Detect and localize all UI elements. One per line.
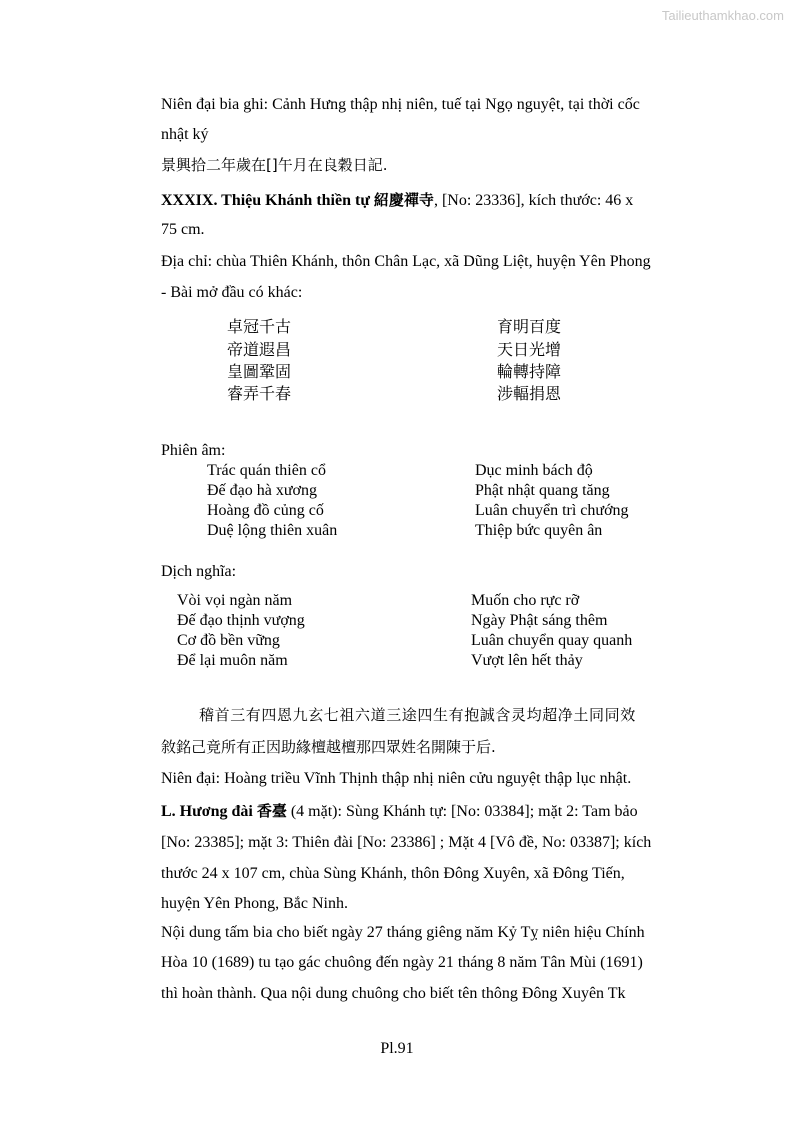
dich-nghia-right: Muốn cho rực rỡ <box>471 592 580 609</box>
han-poem-left: 睿弄千春 <box>227 384 292 403</box>
page-number: Pl.91 <box>380 1040 414 1057</box>
section-L-rest: (4 mặt): Sùng Khánh tự: [No: 03384]; mặt 2: Tam bảo <box>286 803 638 820</box>
phien-am-right: Phật nhật quang tăng <box>475 482 610 499</box>
section-L-line3: thước 24 x 107 cm, chùa Sùng Khánh, thôn Đông Xuyên, xã Đông Tiến, <box>161 865 625 882</box>
phien-am-right: Thiệp bức quyên ân <box>475 522 603 539</box>
section-L-heading-line <box>161 796 699 827</box>
phien-am-label: Phiên âm: <box>161 442 226 459</box>
section-L-heading: L. Hương đài <box>161 803 253 820</box>
han-poem-left: 卓冠千古 <box>227 317 292 336</box>
dich-nghia-right: Vượt lên hết thảy <box>471 652 583 669</box>
phien-am-left: Duệ lộng thiên xuân <box>207 522 338 539</box>
han-poem-left: 皇圖鞏固 <box>227 362 292 381</box>
section-39-heading-line <box>161 185 699 216</box>
han-poem-left: 帝道遐昌 <box>227 340 292 359</box>
nien-dai: Niên đại: Hoàng triều Vĩnh Thịnh thập nhị niên cửu nguyệt thập lục nhật. <box>161 770 632 787</box>
phien-am-left: Đế đạo hà xương <box>207 482 317 499</box>
para-han-line: 景興拾二年歲在[]午月在良穀日記. <box>161 156 388 174</box>
dich-nghia-left: Để lại muôn năm <box>177 652 288 669</box>
han-poem-right: 天日光增 <box>497 340 562 359</box>
section-39-rest: , [No: 23336], kích thước: 46 x <box>433 192 634 209</box>
section-39-size: 75 cm. <box>161 221 205 238</box>
para-nien-dai-line2: nhật ký <box>161 126 209 143</box>
han-poem-right: 涉輻捐恩 <box>497 384 562 403</box>
section-39-intro: - Bài mở đầu có khác: <box>161 284 303 301</box>
phien-am-left: Hoàng đồ củng cố <box>207 502 324 519</box>
phien-am-right: Luân chuyển trì chướng <box>475 502 629 519</box>
content-line2: Hòa 10 (1689) tu tạo gác chuông đến ngày 21 tháng 8 năm Tân Mùi (1691) <box>161 954 643 971</box>
dich-nghia-label: Dịch nghĩa: <box>161 563 237 580</box>
phien-am-right: Dục minh bách độ <box>475 462 593 479</box>
section-39-heading: XXXIX. Thiệu Khánh thiền tự <box>161 192 370 209</box>
dich-nghia-right: Ngày Phật sáng thêm <box>471 612 608 629</box>
dich-nghia-left: Cơ đồ bền vững <box>177 632 280 649</box>
dich-nghia-left: Vòi vọi ngàn năm <box>177 592 293 609</box>
section-39-heading-han: 紹慶禪寺 <box>373 191 434 209</box>
section-L-line4: huyện Yên Phong, Bắc Ninh. <box>161 895 348 912</box>
dich-nghia-left: Đế đạo thịnh vượng <box>177 612 305 629</box>
phien-am-left: Trác quán thiên cổ <box>207 462 326 479</box>
section-L-line2: [No: 23385]; mặt 3: Thiên đài [No: 23386] ; Mặt 4 [Vô đề, No: 03387]; kích <box>161 834 652 851</box>
han-para-line2: 敘銘己竟所有正因助緣檀越檀那四眾姓名開陳于后. <box>161 738 496 756</box>
watermark: Tailieuthamkhao.com <box>661 8 784 23</box>
han-poem-right: 育明百度 <box>497 317 562 336</box>
section-39-address: Địa chỉ: chùa Thiên Khánh, thôn Chân Lạc, xã Dũng Liệt, huyện Yên Phong <box>161 253 651 270</box>
dich-nghia-right: Luân chuyển quay quanh <box>471 632 633 649</box>
content-line3: thì hoàn thành. Qua nội dung chuông cho biết tên thông Đông Xuyên Tk <box>161 985 626 1002</box>
para-nien-dai-line1: Niên đại bia ghi: Cảnh Hưng thập nhị niên, tuế tại Ngọ nguyệt, tại thời cốc <box>161 96 640 113</box>
han-para-line1: 稽首三有四恩九玄七祖六道三途四生有抱誠含灵均超净土同同效 <box>199 706 636 724</box>
han-poem-right: 輪轉持障 <box>497 362 562 381</box>
section-L-heading-han: 香臺 <box>256 802 287 820</box>
content-line1: Nội dung tấm bia cho biết ngày 27 tháng giêng năm Kỷ Tỵ niên hiệu Chính <box>161 924 645 941</box>
